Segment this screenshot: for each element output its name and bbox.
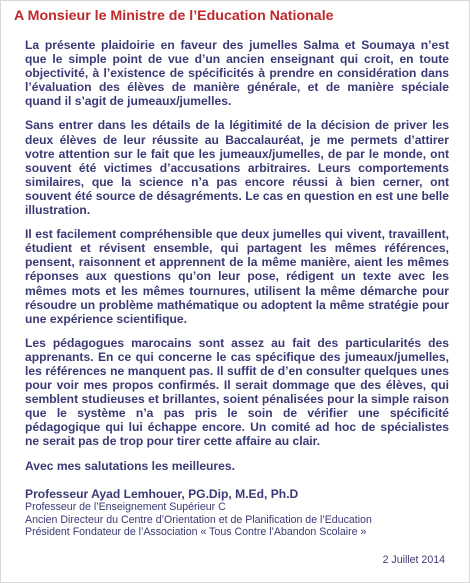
letter-date: 2 Juillet 2014 (382, 554, 445, 566)
letter-title: A Monsieur le Ministre de l’Education Nationale (14, 8, 334, 24)
signature-title: Professeur de l’Enseignement Supérieur C (25, 501, 226, 513)
signature-block (25, 487, 455, 539)
paragraph-3: Il est facilement compréhensible que deux jumelles qui vivent, travaillent, étudient et révisent ensemble, qui partagent les mêmes références, pensent, raisonnent et apprennent de la même manière, aient les mêmes réponses aux questions qu’on leur pose, rédigent un texte avec les mêmes mots et les mêmes tournures, utilisent la même démarche pour résoudre un problème mathématique ou adoptent la même stratégie pour une expérience scientifique. (25, 227, 449, 326)
paragraph-1: La présente plaidoirie en faveur des jumelles Salma et Soumaya n’est que le simple point de vue d’un ancien enseignant qui croit, en toute objectivité, à l’existence de spécificités à prendre en considération dans l’évaluation des élèves de manière générale, et de manière spéciale quand il s’agit de jumeaux/jumelles. (25, 38, 449, 109)
letter-body (25, 38, 449, 473)
signature-name: Professeur Ayad Lemhouer, PG.Dip, M.Ed, Ph.D (25, 487, 299, 501)
paragraph-4: Les pédagogues marocains sont assez au fait des particularités des apprenants. En ce qui concerne le cas spécifique des jumeaux/jumelles, les références ne manquent pas. Il suffit de d’en consulter quelques unes pour voir mes propos confirmés. Il serait dommage que des élèves, qui semblent studieuses et brillantes, soient pénalisées pour la simple raison que le système n’a pas pris le soin de vérifier une spécificité pédagogique qui lui échappe encore. Un comité ad hoc de spécialistes ne serait pas de trop pour tirer cette affaire au clair. (25, 335, 449, 449)
signature-former-role: Ancien Directeur du Centre d’Orientation et de Planification de l’Education (25, 513, 372, 526)
salutation: Avec mes salutations les meilleures. (25, 458, 235, 473)
paragraph-2: Sans entrer dans les détails de la légitimité de la décision de priver les deux élèves de leur réussite au Baccalauréat, je me permets d’attirer votre attention sur le fait que les jumeaux/jumelles, de par le monde, ont souvent été victimes d’accusations arbitraires. Leurs comportements similaires, que la science n’a pas encore réussi à bien cerner, ont souvent été source de désagréments. Le cas en question en est une belle illustration. (25, 118, 449, 218)
signature-association: Président Fondateur de l’Association « Tous Contre l’Abandon Scolaire » (25, 526, 367, 539)
